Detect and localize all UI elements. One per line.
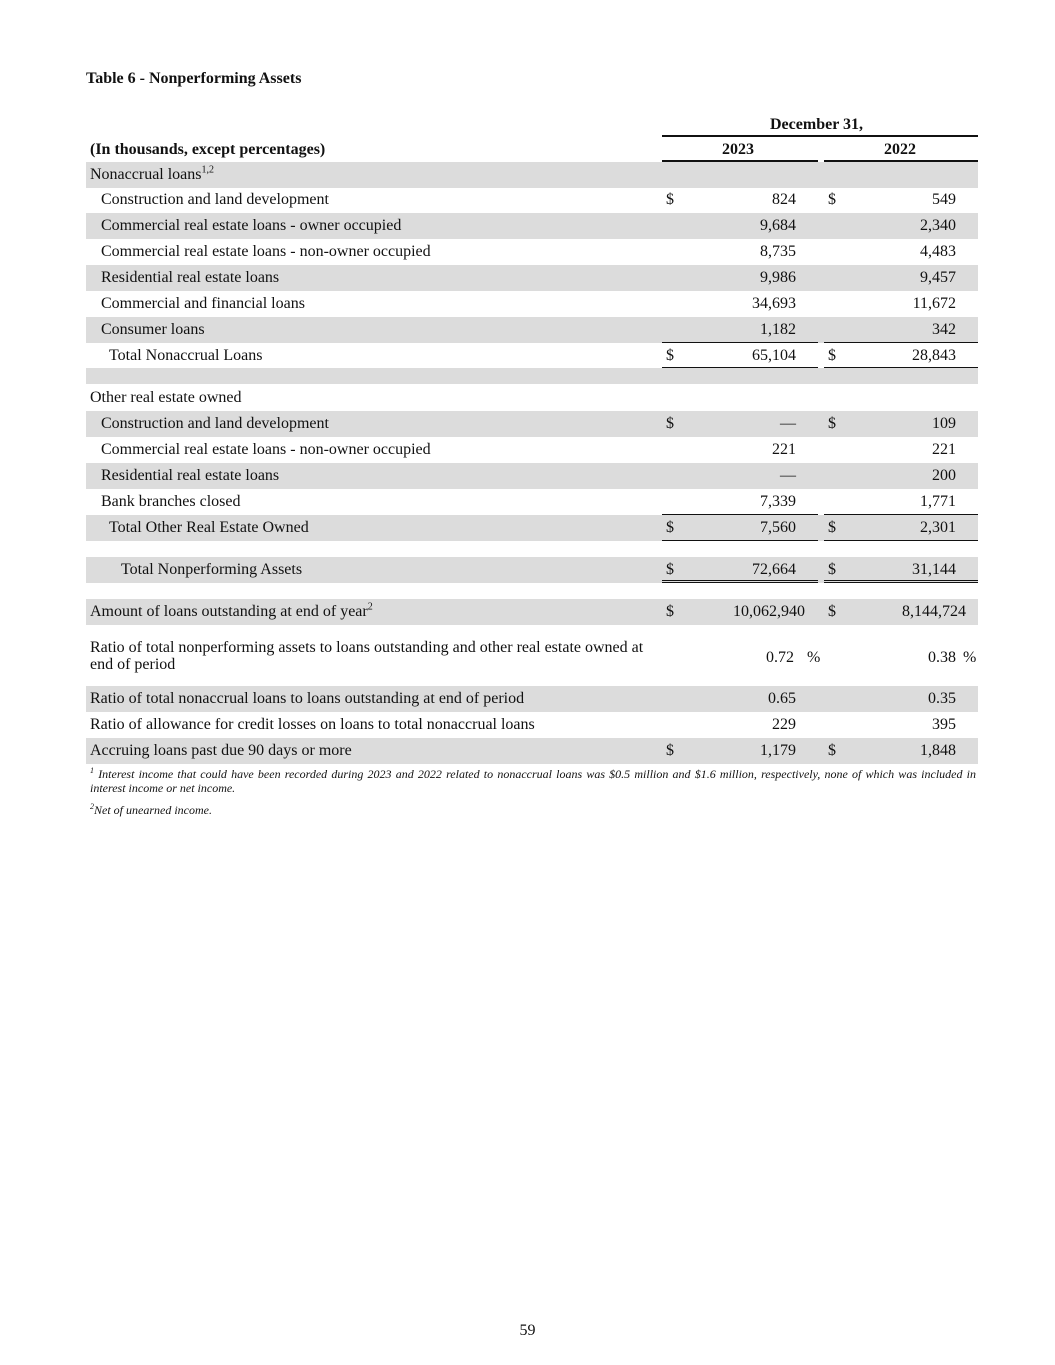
table-row <box>86 411 978 437</box>
table-title: Table 6 - Nonperforming Assets <box>86 70 302 87</box>
currency-symbol: $ <box>666 191 674 208</box>
value-2023: 7,560 <box>760 519 796 536</box>
currency-symbol: $ <box>666 415 674 432</box>
table-row <box>86 187 978 213</box>
value-2022: 109 <box>932 415 956 432</box>
table-row <box>86 437 978 463</box>
total-row-nonaccrual <box>86 343 978 369</box>
currency-symbol: $ <box>666 347 674 364</box>
footnote-ref: 2 <box>367 601 373 613</box>
row-label: Commercial real estate loans - owner occupied <box>101 217 402 234</box>
value-2022: 549 <box>932 191 956 208</box>
grand-total-double-rule <box>662 580 818 583</box>
value-2022: 2,340 <box>920 217 956 234</box>
currency-symbol: $ <box>828 347 836 364</box>
row-label: Ratio of total nonaccrual loans to loans outstanding at end of period <box>90 690 525 707</box>
section-row-nonaccrual <box>86 162 978 188</box>
page-number: 59 <box>519 1322 536 1339</box>
table-row-ratio-nonaccrual <box>86 686 978 712</box>
spacer-row <box>86 368 978 384</box>
value-2023: 9,986 <box>760 269 796 286</box>
currency-symbol: $ <box>828 415 836 432</box>
currency-symbol: $ <box>666 561 674 578</box>
value-2023: 1,182 <box>760 321 796 338</box>
header-group-label: December 31, <box>770 116 863 133</box>
value-2022: 342 <box>932 321 956 338</box>
value-2023: 10,062,940 <box>733 603 805 620</box>
value-2022: 8,144,724 <box>902 603 966 620</box>
section-label-oreo: Other real estate owned <box>90 389 242 406</box>
row-label: Construction and land development <box>101 191 329 208</box>
table-row <box>86 291 978 317</box>
footnote-text: Interest income that could have been recorded during 2023 and 2022 related to nonaccrual loans was $0.5 million and $1.6 million, respectively, none of which was included in interest income or net income. <box>90 767 976 795</box>
value-2023: 1,179 <box>760 742 796 759</box>
value-2022: 28,843 <box>912 347 956 364</box>
table-row <box>86 213 978 239</box>
row-label: Total Nonperforming Assets <box>121 561 303 578</box>
value-2022: 0.38 <box>928 649 956 666</box>
table-row <box>86 239 978 265</box>
section-label-text: Nonaccrual loans <box>90 166 202 183</box>
footnote-mark: 1 <box>90 766 94 775</box>
value-2022: 31,144 <box>912 561 956 578</box>
row-label-text: Amount of loans outstanding at end of year <box>90 603 368 620</box>
section-label-nonaccrual <box>90 166 214 184</box>
currency-symbol: $ <box>828 191 836 208</box>
value-2022: 395 <box>932 716 956 733</box>
row-label: Ratio of allowance for credit losses on loans to total nonaccrual loans <box>90 716 535 733</box>
footnote-mark: 2 <box>90 802 94 811</box>
value-2022: 200 <box>932 467 956 484</box>
table-row <box>86 265 978 291</box>
currency-symbol: $ <box>828 603 836 620</box>
footnote-1 <box>90 767 976 795</box>
row-label: Commercial real estate loans - non-owner occupied <box>101 441 431 458</box>
value-2022: 0.35 <box>928 690 956 707</box>
footnote-2 <box>90 803 976 817</box>
value-2022: 1,848 <box>920 742 956 759</box>
units-label: (In thousands, except percentages) <box>90 141 326 158</box>
table-row-accruing-pastdue <box>86 738 978 764</box>
year-2022-header: 2022 <box>884 141 916 158</box>
table-row-ratio-npa <box>86 634 978 682</box>
currency-symbol: $ <box>666 519 674 536</box>
row-label: Construction and land development <box>101 415 329 432</box>
value-2022: 221 <box>932 441 956 458</box>
currency-symbol: $ <box>828 561 836 578</box>
row-label: Residential real estate loans <box>101 269 280 286</box>
table-row-loans-outstanding <box>86 599 978 625</box>
value-2023: 7,339 <box>760 493 796 510</box>
year-2023-header: 2023 <box>722 141 754 158</box>
footnote-text: Net of unearned income. <box>94 803 212 817</box>
row-label: Ratio of total nonperforming assets to loans outstanding and other real estate owned at end of period <box>90 639 644 673</box>
currency-symbol: $ <box>666 742 674 759</box>
header-group-rule <box>662 135 978 137</box>
table-row <box>86 489 978 515</box>
total-row-oreo <box>86 515 978 541</box>
value-2023: 229 <box>772 716 796 733</box>
table-row <box>86 317 978 343</box>
value-2022: 2,301 <box>920 519 956 536</box>
value-2022: 1,771 <box>920 493 956 510</box>
row-label: Residential real estate loans <box>101 467 280 484</box>
total-rule <box>824 540 978 541</box>
value-2023: 824 <box>772 191 796 208</box>
footnote-ref: 1,2 <box>201 164 215 176</box>
table-row <box>86 463 978 489</box>
value-2023: 0.65 <box>768 690 796 707</box>
row-label: Total Nonaccrual Loans <box>109 347 263 364</box>
row-label: Accruing loans past due 90 days or more <box>90 742 352 759</box>
percent-sign: % <box>807 649 821 666</box>
currency-symbol: $ <box>666 603 674 620</box>
section-row-oreo <box>86 385 978 411</box>
value-2023: 221 <box>772 441 796 458</box>
row-label: Total Other Real Estate Owned <box>109 519 309 536</box>
value-2022: 4,483 <box>920 243 956 260</box>
value-2023: 65,104 <box>752 347 796 364</box>
currency-symbol: $ <box>828 519 836 536</box>
total-rule <box>662 540 818 541</box>
currency-symbol: $ <box>828 742 836 759</box>
row-label: Consumer loans <box>101 321 205 338</box>
row-label <box>90 603 373 621</box>
row-label: Bank branches closed <box>101 493 241 510</box>
value-2023: — <box>780 467 796 484</box>
row-label: Commercial and financial loans <box>101 295 305 312</box>
percent-sign: % <box>963 649 977 666</box>
value-2023: 0.72 <box>766 649 794 666</box>
value-2023: 9,684 <box>760 217 796 234</box>
value-2022: 9,457 <box>920 269 956 286</box>
value-2023: 72,664 <box>752 561 796 578</box>
table-row-ratio-allowance <box>86 712 978 738</box>
row-label: Commercial real estate loans - non-owner occupied <box>101 243 431 260</box>
value-2023: 8,735 <box>760 243 796 260</box>
value-2023: 34,693 <box>752 295 796 312</box>
value-2022: 11,672 <box>912 295 956 312</box>
grand-total-double-rule <box>824 580 978 583</box>
value-2023: — <box>780 415 796 432</box>
